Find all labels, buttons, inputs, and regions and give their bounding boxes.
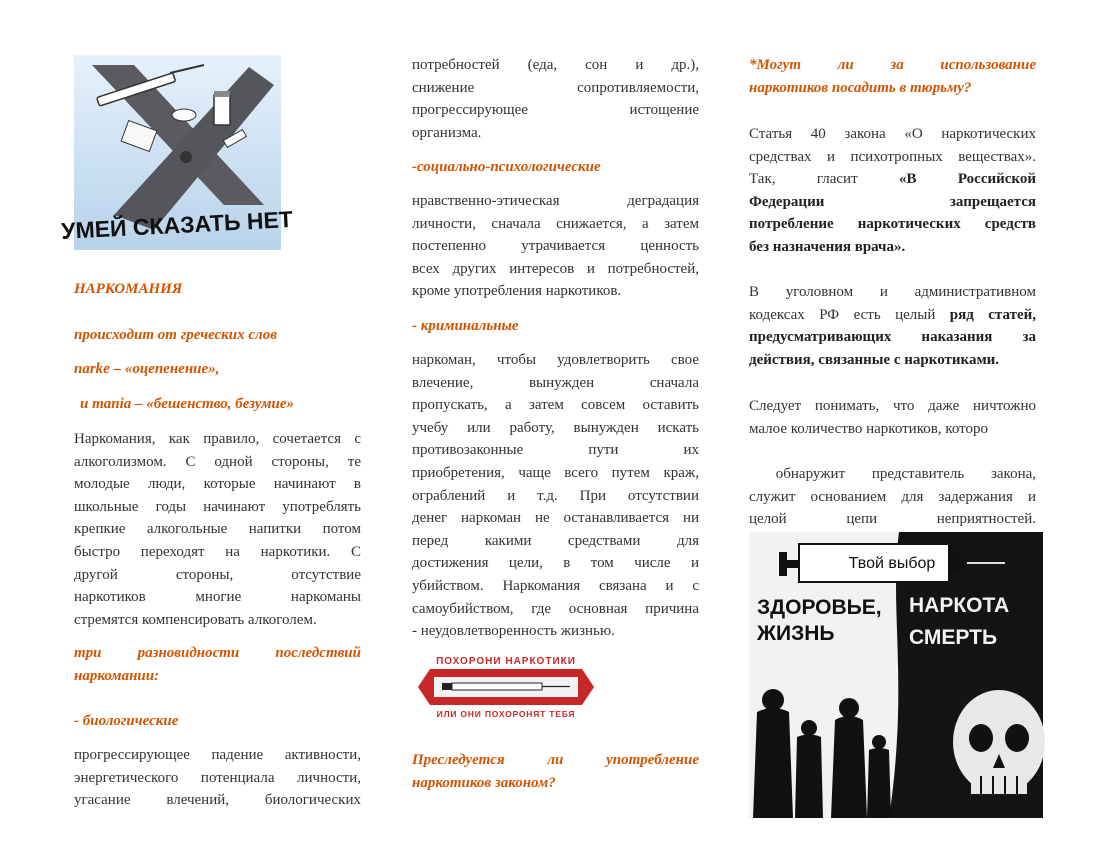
poster-life: ЖИЗНЬ (757, 622, 835, 645)
consequences-heading: три разновидности последствий наркомании: (74, 645, 361, 684)
origin-line-3: и mania – «бешенство, безумие» (80, 396, 294, 412)
your-choice-poster (749, 532, 1043, 818)
bio-heading: - биологические (74, 713, 179, 729)
law-question: Преследуется ли употребление наркотиков законом? (412, 752, 699, 791)
criminal-heading: - криминальные (412, 318, 519, 334)
say-no-image (60, 55, 294, 250)
detection-paragraph: обнаружит представитель закона, служит основанием для задержания и целой цепи неприятностей. (749, 466, 1036, 528)
social-text: нравственно-этическая деградация личности, сначала снижается, а затем постепенно утрачивается ценность всех других интересов и потребностей, кроме употребления наркотиков. (412, 193, 699, 300)
prison-question: *Могут ли за использование наркотиков посадить в тюрьму? (749, 57, 1036, 96)
paragraph-alcoholism: Наркомания, как правило, сочетается с алкоголизмом. С одной стороны, те молодые люди, которые начинают в школьные годы начинают употреблять крепкие алкогольные напитки потом быстро переходят на наркотики. С другой стороны, отсутствие наркотиков многие наркоманы стремятся компенсировать алкоголем. (74, 431, 361, 628)
banner-top-text: ПОХОРОНИ НАРКОТИКИ (436, 656, 576, 667)
syringe-coffin-illustration (412, 653, 600, 721)
title-narcomania: НАРКОМАНИЯ (74, 281, 183, 297)
bury-drugs-banner (412, 653, 600, 721)
bio-text-continued: потребностей (еда, сон и др.), снижение сопротивляемости, прогрессирующее истощение организма. (412, 57, 699, 141)
choice-poster-illustration (749, 532, 1043, 818)
banner-bottom-text: ИЛИ ОНИ ПОХОРОНЯТ ТЕБЯ (436, 709, 576, 719)
poster-label: Твой выбор (848, 555, 936, 572)
say-no-caption: УМЕЙ СКАЗАТЬ НЕТ (60, 205, 294, 245)
origin-line-1: происходит от греческих слов (74, 327, 277, 343)
origin-line-2: narke – «оцепенение», (74, 361, 220, 377)
poster-drugs: НАРКОТА (909, 594, 1010, 617)
article-40-paragraph: Статья 40 закона «О наркотических средствах и психотропных веществах». Так, гласит «В Российской Федерации запрещается потребление наркотических средств без назначения врача». (749, 126, 1037, 255)
poster-death: СМЕРТЬ (909, 626, 998, 649)
drugs-crossed-illustration (60, 55, 294, 250)
social-heading: -социально-психологические (412, 159, 601, 175)
bio-text: прогрессирующее падение активности, энергетического потенциала личности, угасание влечений, биологических (74, 747, 361, 809)
skull-illustration (953, 690, 1045, 794)
criminal-codes-paragraph: В уголовном и административном кодексах РФ есть целый ряд статей, предусматривающих наказания за действия, связанные с наркотиками. (749, 284, 1036, 368)
criminal-text: наркоман, чтобы удовлетворить свое влечение, вынужден сначала пропускать, а затем совсем оставить учебу или работу, вынужден искать противозаконные пути их приобретения, чаще всего путем краж, ограблений и т.д. При отсутствии денег наркоман не останавливается ни перед какими средствами для достижения цели, в том числе и убийством. Наркомания связана и с самоубийством, где основная причина - неудовлетворенность жизнью. (412, 352, 699, 640)
poster-health: ЗДОРОВЬЕ, (757, 596, 882, 619)
small-amount-paragraph: Следует понимать, что даже ничтожно малое количество наркотиков, которо (749, 398, 1036, 437)
